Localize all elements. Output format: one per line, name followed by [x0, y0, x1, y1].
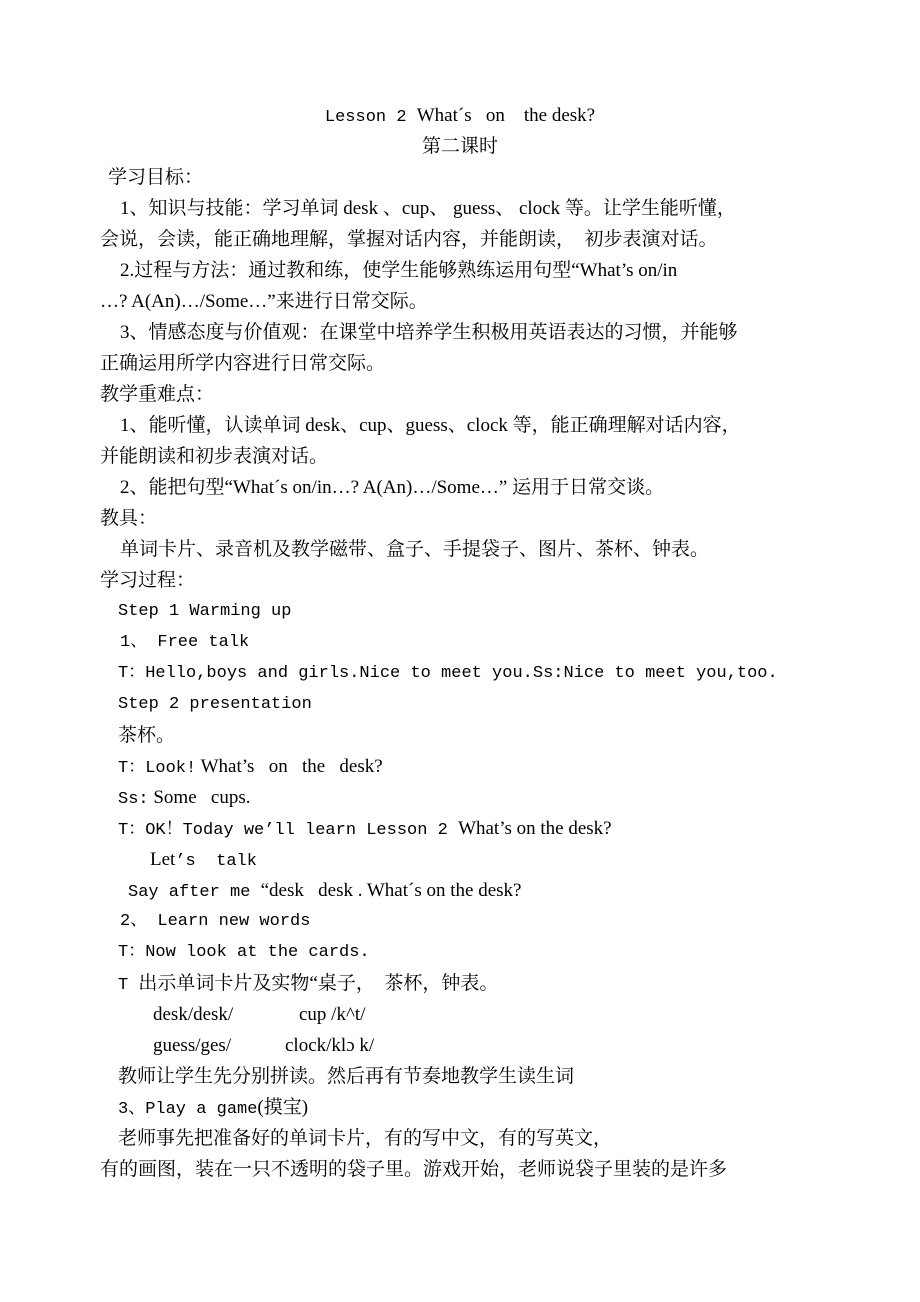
tools-heading: 教具： [100, 508, 158, 529]
key-points-heading: 教学重难点： [100, 384, 215, 405]
step2: Step 2 presentation [118, 695, 312, 714]
tools-line: 单词卡片、录音机及教学磁带、盒子、手提袋子、图片、茶杯、钟表。 [120, 539, 710, 560]
words-line: guess/ges/ [153, 1035, 232, 1056]
hello-line: T：Hello,boys and girls.Nice to meet you.Ss:Nice to meet you,too. [118, 664, 778, 683]
process-heading: 学习过程： [100, 570, 196, 591]
look-line [118, 755, 383, 781]
free-talk: 1、 Free talk [120, 633, 250, 652]
spell-line: 教师让学生先分别拼读。然后再有节奏地教学生读生词 [118, 1066, 575, 1087]
title-part: Lesson 2 [324, 108, 417, 127]
ok-part: T：OK！Today we’ll learn Lesson 2 [118, 821, 459, 840]
ok-part: What’s on the desk? [458, 818, 612, 839]
show-part: T [118, 976, 139, 995]
words-line: cup /k^t/ [299, 1004, 366, 1025]
objective-line: 会说，会读，能正确地理解，掌握对话内容，并能朗读， 初步表演对话。 [100, 229, 718, 250]
game-line [118, 1096, 308, 1122]
lesson-subtitle: 第二课时 [421, 136, 498, 157]
objective-line: …? A(An)…/Some…”来进行日常交际。 [100, 291, 428, 312]
show-part: 出示单词卡片及实物“桌子， 茶杯，钟表。 [138, 973, 499, 994]
learn-words: 2、 Learn new words [120, 912, 311, 931]
show-line [118, 972, 498, 998]
key-point-line: 1、能听懂，认读单词 desk、cup、guess、clock 等，能正确理解对话内容， [120, 415, 741, 436]
objective-line: 1、知识与技能：学习单词 desk 、cup、 guess、 clock 等。让学生能听懂， [120, 198, 736, 219]
lets-talk-line [150, 848, 257, 874]
objective-line: 2.过程与方法：通过教和练，使学生能够熟练运用句型“What’s on/in [120, 260, 678, 281]
game-part: 3、Play a game [118, 1100, 258, 1119]
ss-part: Some cups. [148, 787, 251, 808]
objectives-heading: 学习目标： [108, 167, 204, 188]
words-line: desk/desk/ [153, 1004, 234, 1025]
say-part: “desk desk . What´s on the desk? [260, 880, 522, 901]
ss-line [118, 786, 250, 812]
teacher-line: 老师事先把准备好的单词卡片，有的写中文，有的写英文， [118, 1128, 613, 1149]
look-part: T：Look! [118, 759, 197, 778]
ss-part: Ss: [118, 790, 149, 809]
teacher-line: 有的画图，装在一只不透明的袋子里。游戏开始，老师说袋子里装的是许多 [100, 1159, 728, 1180]
now-line: T：Now look at the cards. [118, 943, 370, 962]
tea-cup-line: 茶杯。 [118, 725, 176, 746]
objective-line: 正确运用所学内容进行日常交际。 [100, 353, 386, 374]
key-point-line: 并能朗读和初步表演对话。 [100, 446, 329, 467]
key-point-line: 2、能把句型“What´s on/in…? A(An)…/Some…” 运用于日常交谈。 [120, 477, 665, 498]
say-line [128, 879, 521, 905]
look-part: What’s on the desk? [196, 756, 383, 777]
ok-line [118, 817, 612, 843]
say-part: Say after me [128, 883, 261, 902]
lets-part: ’s talk [175, 852, 257, 871]
game-part: (摸宝) [257, 1097, 309, 1118]
lesson-title [0, 104, 920, 130]
objective-line: 3、情感态度与价值观：在课堂中培养学生积极用英语表达的习惯，并能够 [120, 322, 738, 343]
title-part: What´s on the desk? [416, 105, 596, 126]
words-line: clock/klɔ k/ [285, 1035, 375, 1056]
lets-part: Let [150, 849, 176, 870]
step1: Step 1 Warming up [118, 602, 292, 621]
